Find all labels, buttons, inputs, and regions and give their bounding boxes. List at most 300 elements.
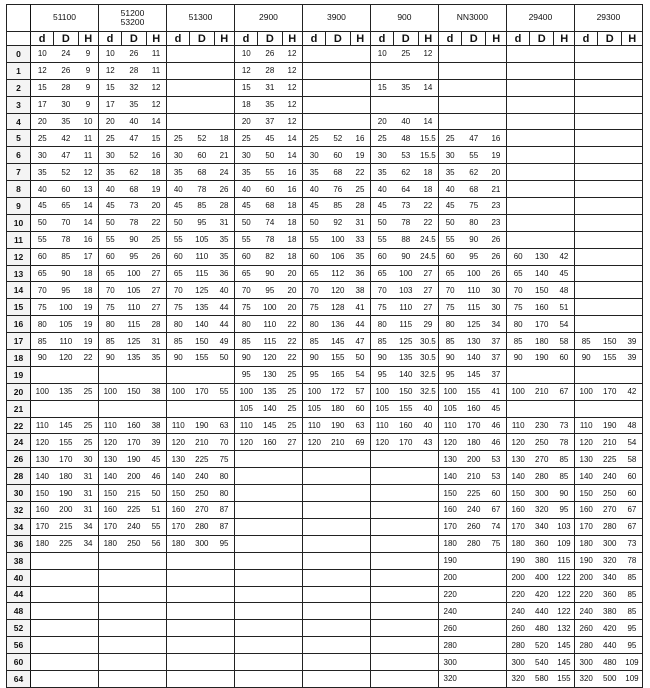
cell-d: 55 xyxy=(166,231,189,248)
cell-d: 85 xyxy=(31,333,54,350)
cell-d-outer xyxy=(122,603,146,620)
cell-h xyxy=(486,96,506,113)
cell-h xyxy=(554,214,574,231)
cell-d xyxy=(370,603,393,620)
cell-d xyxy=(506,96,529,113)
cell-h: 85 xyxy=(622,569,642,586)
cell-d-outer: 190 xyxy=(598,417,622,434)
cell-d-outer xyxy=(54,637,78,654)
cell-d-outer: 170 xyxy=(190,383,214,400)
cell-d-outer xyxy=(598,299,622,316)
cell-h: 45 xyxy=(486,400,506,417)
cell-h xyxy=(214,637,234,654)
cell-h xyxy=(78,603,98,620)
bore-code: 24 xyxy=(7,434,31,451)
cell-d-outer: 400 xyxy=(530,569,554,586)
cell-d-outer: 85 xyxy=(326,198,350,215)
dimension-label-d: d xyxy=(302,32,325,46)
cell-d-outer: 135 xyxy=(122,350,146,367)
cell-h xyxy=(282,603,302,620)
cell-d-outer: 103 xyxy=(394,282,418,299)
bore-code: 6 xyxy=(7,147,31,164)
cell-h: 35 xyxy=(214,248,234,265)
cell-d-outer xyxy=(122,400,146,417)
cell-h: 90 xyxy=(554,485,574,502)
cell-h xyxy=(214,603,234,620)
cell-d: 170 xyxy=(506,518,529,535)
cell-d-outer: 52 xyxy=(54,164,78,181)
cell-d xyxy=(438,62,461,79)
cell-d: 25 xyxy=(234,130,257,147)
cell-d-outer: 155 xyxy=(394,400,418,417)
cell-h: 23 xyxy=(486,214,506,231)
cell-d: 85 xyxy=(370,333,393,350)
cell-d: 80 xyxy=(438,316,461,333)
cell-h: 11 xyxy=(78,147,98,164)
cell-d xyxy=(370,637,393,654)
cell-d: 280 xyxy=(506,637,529,654)
cell-d-outer: 47 xyxy=(54,147,78,164)
cell-h: 85 xyxy=(622,603,642,620)
cell-h xyxy=(214,586,234,603)
cell-d: 80 xyxy=(234,316,257,333)
cell-d: 130 xyxy=(31,451,54,468)
cell-h: 22 xyxy=(282,333,302,350)
bore-code: 12 xyxy=(7,248,31,265)
cell-d-outer: 110 xyxy=(258,316,282,333)
cell-h: 63 xyxy=(350,417,370,434)
cell-h xyxy=(350,113,370,130)
cell-d: 110 xyxy=(31,417,54,434)
cell-d-outer xyxy=(54,620,78,637)
cell-d-outer: 120 xyxy=(258,350,282,367)
cell-d xyxy=(302,603,325,620)
cell-h: 16 xyxy=(282,164,302,181)
cell-h xyxy=(554,164,574,181)
cell-h: 53 xyxy=(486,451,506,468)
bore-code: 2 xyxy=(7,79,31,96)
cell-d-outer xyxy=(54,603,78,620)
cell-d-outer: 120 xyxy=(326,282,350,299)
cell-d-outer: 62 xyxy=(462,164,486,181)
cell-h xyxy=(146,366,166,383)
cell-h: 58 xyxy=(622,451,642,468)
cell-d-outer: 250 xyxy=(122,535,146,552)
table-row xyxy=(7,518,643,535)
cell-d xyxy=(302,670,325,687)
cell-h: 132 xyxy=(554,620,574,637)
cell-d: 65 xyxy=(506,265,529,282)
cell-d-outer: 26 xyxy=(54,62,78,79)
cell-d: 70 xyxy=(506,282,529,299)
cell-d: 60 xyxy=(370,248,393,265)
cell-d-outer xyxy=(462,569,486,586)
cell-d-outer: 190 xyxy=(326,417,350,434)
cell-d-outer xyxy=(394,620,418,637)
cell-d: 50 xyxy=(166,214,189,231)
cell-h: 27 xyxy=(418,282,438,299)
cell-d: 320 xyxy=(506,670,529,687)
cell-h: 41 xyxy=(486,383,506,400)
bore-code: 17 xyxy=(7,333,31,350)
cell-d: 140 xyxy=(438,468,461,485)
cell-d: 35 xyxy=(234,164,257,181)
cell-h xyxy=(418,62,438,79)
cell-d: 30 xyxy=(302,147,325,164)
series-header: 2900 xyxy=(234,5,302,32)
cell-d-outer: 115 xyxy=(258,333,282,350)
cell-h xyxy=(350,552,370,569)
cell-d xyxy=(234,620,257,637)
cell-h xyxy=(418,451,438,468)
cell-h: 22 xyxy=(418,214,438,231)
cell-d-outer xyxy=(394,670,418,687)
cell-d-outer: 230 xyxy=(530,417,554,434)
cell-d xyxy=(166,552,189,569)
cell-h: 60 xyxy=(622,468,642,485)
cell-h: 31 xyxy=(214,214,234,231)
cell-d-outer xyxy=(258,620,282,637)
cell-d-outer: 500 xyxy=(598,670,622,687)
cell-d-outer: 190 xyxy=(530,350,554,367)
cell-d: 150 xyxy=(574,485,597,502)
cell-d-outer: 135 xyxy=(54,383,78,400)
cell-h: 20 xyxy=(282,299,302,316)
table-row xyxy=(7,468,643,485)
cell-h xyxy=(554,400,574,417)
cell-d xyxy=(234,586,257,603)
cell-d-outer: 380 xyxy=(598,603,622,620)
cell-d-outer: 47 xyxy=(462,130,486,147)
cell-d: 75 xyxy=(302,299,325,316)
cell-d xyxy=(166,637,189,654)
cell-d-outer xyxy=(122,637,146,654)
cell-h xyxy=(554,46,574,63)
cell-h xyxy=(146,637,166,654)
cell-h: 40 xyxy=(418,417,438,434)
cell-d: 25 xyxy=(166,130,189,147)
cell-h: 28 xyxy=(146,316,166,333)
cell-d-outer: 135 xyxy=(258,383,282,400)
dimension-label-d: D xyxy=(462,32,486,46)
cell-h: 31 xyxy=(350,214,370,231)
cell-h: 25 xyxy=(282,400,302,417)
cell-d: 170 xyxy=(438,518,461,535)
cell-d-outer xyxy=(394,62,418,79)
bore-code: 40 xyxy=(7,569,31,586)
bore-code: 14 xyxy=(7,282,31,299)
cell-d-outer: 55 xyxy=(258,164,282,181)
cell-d xyxy=(98,552,121,569)
cell-d-outer: 24 xyxy=(54,46,78,63)
cell-h: 11 xyxy=(78,130,98,147)
cell-h: 50 xyxy=(146,485,166,502)
bore-code: 4 xyxy=(7,113,31,130)
cell-h: 18 xyxy=(78,282,98,299)
table-row xyxy=(7,282,643,299)
cell-d: 260 xyxy=(574,620,597,637)
cell-d-outer: 300 xyxy=(530,485,554,502)
cell-d-outer xyxy=(530,113,554,130)
cell-d xyxy=(438,96,461,113)
cell-h xyxy=(418,552,438,569)
table-row xyxy=(7,603,643,620)
cell-d-outer: 380 xyxy=(530,552,554,569)
table-row xyxy=(7,62,643,79)
cell-d-outer: 170 xyxy=(394,434,418,451)
cell-h xyxy=(350,96,370,113)
cell-d: 120 xyxy=(31,434,54,451)
cell-h: 109 xyxy=(622,670,642,687)
cell-d-outer: 440 xyxy=(530,603,554,620)
cell-h xyxy=(622,181,642,198)
cell-d: 70 xyxy=(438,282,461,299)
cell-h: 11 xyxy=(146,46,166,63)
table-row xyxy=(7,502,643,519)
cell-d: 40 xyxy=(370,181,393,198)
cell-h xyxy=(214,670,234,687)
cell-d-outer: 88 xyxy=(394,231,418,248)
cell-d-outer xyxy=(394,451,418,468)
table-row xyxy=(7,535,643,552)
cell-d: 150 xyxy=(506,485,529,502)
cell-d: 130 xyxy=(574,451,597,468)
cell-d-outer xyxy=(598,265,622,282)
cell-h xyxy=(282,502,302,519)
cell-d-outer: 150 xyxy=(394,383,418,400)
cell-d-outer: 100 xyxy=(122,265,146,282)
cell-d-outer: 112 xyxy=(326,265,350,282)
cell-d-outer xyxy=(462,586,486,603)
cell-d-outer: 150 xyxy=(190,333,214,350)
cell-h xyxy=(418,620,438,637)
cell-d-outer: 90 xyxy=(462,231,486,248)
cell-h: 122 xyxy=(554,569,574,586)
cell-d-outer xyxy=(326,96,350,113)
cell-h xyxy=(622,282,642,299)
cell-h: 26 xyxy=(486,248,506,265)
cell-d: 70 xyxy=(234,282,257,299)
cell-d: 300 xyxy=(574,654,597,671)
cell-d: 65 xyxy=(31,265,54,282)
cell-h xyxy=(350,637,370,654)
cell-d xyxy=(506,79,529,96)
cell-h: 67 xyxy=(622,502,642,519)
cell-d-outer: 340 xyxy=(530,518,554,535)
cell-d-outer: 90 xyxy=(258,265,282,282)
cell-d xyxy=(506,46,529,63)
cell-d: 160 xyxy=(438,502,461,519)
cell-h: 37 xyxy=(486,366,506,383)
bore-code: 9 xyxy=(7,198,31,215)
cell-d-outer xyxy=(190,603,214,620)
cell-h xyxy=(214,46,234,63)
cell-d xyxy=(574,181,597,198)
cell-h: 12 xyxy=(282,96,302,113)
dimension-label-d: d xyxy=(234,32,257,46)
cell-d xyxy=(302,485,325,502)
cell-d-outer: 105 xyxy=(122,282,146,299)
cell-d-outer: 280 xyxy=(598,518,622,535)
bore-code: 56 xyxy=(7,637,31,654)
table-row xyxy=(7,113,643,130)
cell-d: 50 xyxy=(234,214,257,231)
dimension-label-d: D xyxy=(530,32,554,46)
cell-d-outer: 50 xyxy=(258,147,282,164)
table-row xyxy=(7,620,643,637)
cell-d xyxy=(31,366,54,383)
cell-d-outer: 260 xyxy=(462,518,486,535)
bore-code: 7 xyxy=(7,164,31,181)
cell-d-outer: 540 xyxy=(530,654,554,671)
cell-d-outer: 48 xyxy=(394,130,418,147)
cell-d-outer xyxy=(394,569,418,586)
cell-d: 110 xyxy=(98,417,121,434)
cell-d-outer xyxy=(530,147,554,164)
cell-d: 85 xyxy=(438,333,461,350)
cell-d: 100 xyxy=(31,383,54,400)
cell-d-outer: 145 xyxy=(326,333,350,350)
cell-d-outer: 80 xyxy=(462,214,486,231)
cell-d-outer: 92 xyxy=(326,214,350,231)
cell-h xyxy=(78,366,98,383)
cell-d xyxy=(98,569,121,586)
cell-d: 65 xyxy=(234,265,257,282)
cell-h: 12 xyxy=(282,46,302,63)
cell-d-outer xyxy=(598,231,622,248)
cell-h: 14 xyxy=(78,198,98,215)
cell-h xyxy=(622,299,642,316)
cell-h: 67 xyxy=(486,502,506,519)
cell-d: 95 xyxy=(302,366,325,383)
cell-h xyxy=(146,569,166,586)
cell-d-outer xyxy=(258,603,282,620)
cell-d-outer: 115 xyxy=(190,265,214,282)
cell-h xyxy=(418,502,438,519)
cell-d: 180 xyxy=(438,535,461,552)
cell-d-outer: 160 xyxy=(258,434,282,451)
table-row xyxy=(7,265,643,282)
cell-h xyxy=(622,130,642,147)
cell-d: 40 xyxy=(98,181,121,198)
cell-d-outer: 240 xyxy=(462,502,486,519)
bore-code: 19 xyxy=(7,366,31,383)
cell-d-outer xyxy=(394,518,418,535)
cell-d-outer: 65 xyxy=(54,198,78,215)
cell-d-outer: 170 xyxy=(598,383,622,400)
cell-d-outer: 74 xyxy=(258,214,282,231)
cell-d-outer xyxy=(598,62,622,79)
cell-h: 63 xyxy=(214,417,234,434)
table-row xyxy=(7,637,643,654)
cell-h: 13 xyxy=(78,181,98,198)
table-row xyxy=(7,181,643,198)
cell-h xyxy=(418,518,438,535)
cell-d-outer xyxy=(326,79,350,96)
cell-h xyxy=(350,670,370,687)
cell-h: 60 xyxy=(486,485,506,502)
cell-h: 9 xyxy=(78,79,98,96)
cell-h xyxy=(486,603,506,620)
cell-d-outer: 110 xyxy=(190,248,214,265)
cell-d xyxy=(574,79,597,96)
bore-code: 20 xyxy=(7,383,31,400)
cell-h: 115 xyxy=(554,552,574,569)
cell-h xyxy=(214,62,234,79)
cell-d-outer: 225 xyxy=(54,535,78,552)
cell-d xyxy=(574,96,597,113)
cell-d-outer xyxy=(598,198,622,215)
cell-d: 180 xyxy=(166,535,189,552)
cell-d-outer: 52 xyxy=(326,130,350,147)
cell-d-outer xyxy=(394,586,418,603)
cell-h xyxy=(350,46,370,63)
cell-d-outer: 95 xyxy=(462,248,486,265)
cell-h: 70 xyxy=(214,434,234,451)
cell-d: 55 xyxy=(98,231,121,248)
cell-d-outer: 520 xyxy=(530,637,554,654)
cell-d: 100 xyxy=(370,383,393,400)
cell-d: 150 xyxy=(438,485,461,502)
cell-d: 80 xyxy=(98,316,121,333)
dimension-label-h: H xyxy=(554,32,574,46)
series-header: 3900 xyxy=(302,5,370,32)
cell-h xyxy=(554,198,574,215)
cell-d-outer xyxy=(326,670,350,687)
cell-d-outer: 360 xyxy=(530,535,554,552)
cell-d: 55 xyxy=(31,231,54,248)
bearing-dimension-table xyxy=(6,4,643,688)
cell-d-outer xyxy=(122,586,146,603)
cell-d: 80 xyxy=(302,316,325,333)
cell-d-outer: 28 xyxy=(258,62,282,79)
cell-d: 100 xyxy=(438,383,461,400)
cell-d: 170 xyxy=(574,518,597,535)
cell-d xyxy=(574,282,597,299)
dimension-label-d: d xyxy=(31,32,54,46)
cell-d: 300 xyxy=(438,654,461,671)
series-header: 29400 xyxy=(506,5,574,32)
cell-h: 14 xyxy=(78,214,98,231)
cell-d xyxy=(302,46,325,63)
cell-d-outer xyxy=(598,181,622,198)
cell-h xyxy=(554,62,574,79)
bore-code: 48 xyxy=(7,603,31,620)
cell-d xyxy=(234,502,257,519)
table-row xyxy=(7,130,643,147)
cell-h: 14 xyxy=(418,79,438,96)
cell-h: 27 xyxy=(418,265,438,282)
cell-d: 90 xyxy=(166,350,189,367)
cell-h: 35 xyxy=(146,350,166,367)
cell-d: 85 xyxy=(98,333,121,350)
cell-h: 145 xyxy=(554,637,574,654)
cell-h xyxy=(282,485,302,502)
cell-h: 78 xyxy=(622,552,642,569)
cell-h: 23 xyxy=(486,198,506,215)
cell-h: 48 xyxy=(554,282,574,299)
cell-d-outer xyxy=(598,400,622,417)
cell-d xyxy=(234,468,257,485)
cell-d: 25 xyxy=(31,130,54,147)
cell-h xyxy=(146,586,166,603)
cell-h xyxy=(418,535,438,552)
cell-d: 90 xyxy=(574,350,597,367)
cell-h: 42 xyxy=(554,248,574,265)
cell-d-outer: 300 xyxy=(190,535,214,552)
dimension-label-d: d xyxy=(370,32,393,46)
cell-d-outer: 170 xyxy=(530,316,554,333)
